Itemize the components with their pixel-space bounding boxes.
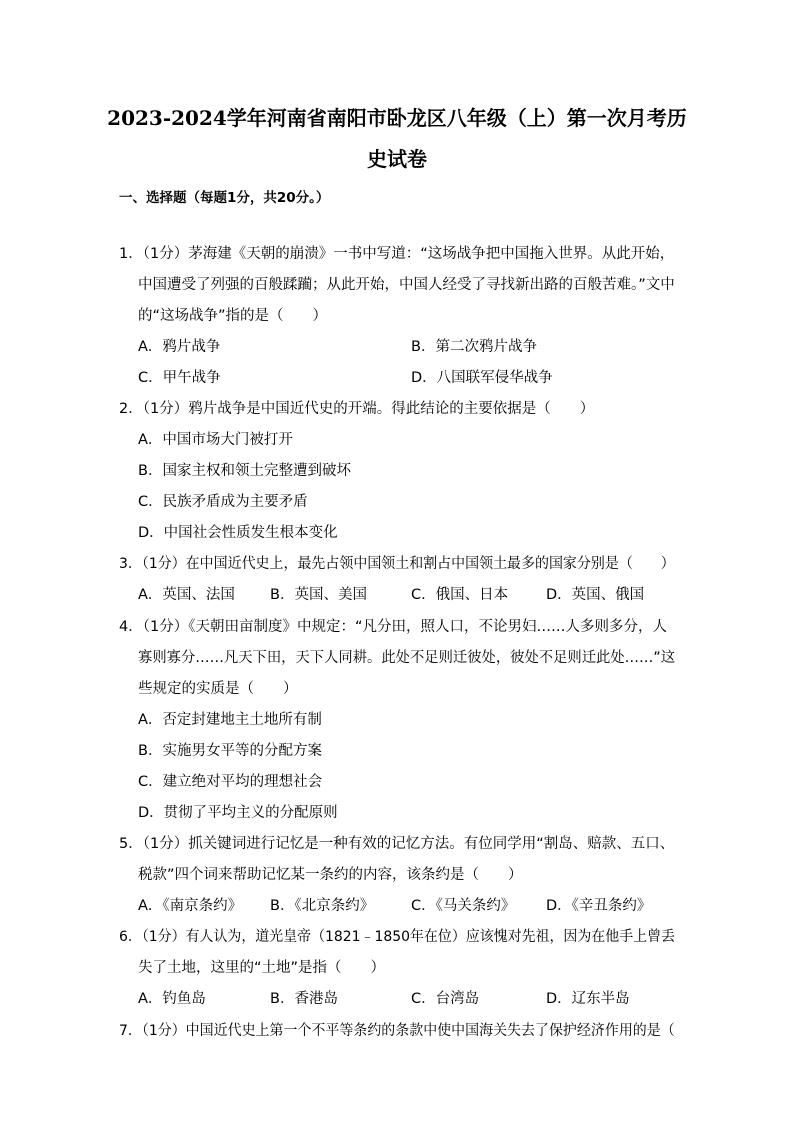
question-5-option-a: A．《南京条约》 (138, 898, 243, 914)
question-2-option-c: C．民族矛盾成为主要矛盾 (138, 494, 308, 510)
question-6-option-c: C．台湾岛 (411, 991, 480, 1007)
question-5-line-1: 5．（1分）抓关键词进行记忆是一种有效的记忆方法。有位同学用“割岛、赔款、五口、 (119, 836, 675, 852)
question-2-option-a: A．中国市场大门被打开 (138, 432, 293, 448)
question-7-line-1: 7．（1分）中国近代史上第一个不平等条约的条款中使中国海关失去了保护经济作用的是（ (119, 1023, 675, 1039)
question-4-line-2: 寡则寡分……凡天下田，天下人同耕。此处不足则迁彼处，彼处不足则迁此处……”这 (138, 650, 676, 666)
section-heading-choice: 一、选择题（每题1分，共20分。） (119, 190, 330, 206)
question-1-option-a: A．鸦片战争 (138, 339, 221, 355)
question-1-option-d: D．八国联军侵华战争 (411, 370, 553, 386)
question-1-line-2: 中国遭受了列强的百般蹂躏；从此开始，中国人经受了寻找新出路的百般苦难。”文中 (138, 277, 675, 293)
question-1-option-c: C．甲午战争 (138, 370, 221, 386)
question-4-option-c: C．建立绝对平均的理想社会 (138, 774, 323, 790)
question-4-option-b: B．实施男女平等的分配方案 (138, 743, 322, 759)
question-3-option-b: B．英国、美国 (270, 587, 367, 603)
question-1-line-1: 1．（1分）茅海建《天朝的崩溃》一书中写道：“这场战争把中国拖入世界。从此开始， (119, 246, 675, 262)
question-2-option-d: D．中国社会性质发生根本变化 (138, 525, 338, 541)
question-4-line-3: 些规定的实质是（ ） (138, 681, 298, 697)
question-5-option-c: C．《马关条约》 (411, 898, 516, 914)
question-3-option-d: D．英国、俄国 (546, 587, 645, 603)
question-3-line-1: 3．（1分）在中国近代史上，最先占领中国领土和割占中国领土最多的国家分别是（ ） (119, 556, 675, 572)
question-1-line-3: 的“这场战争”指的是（ ） (138, 308, 328, 324)
exam-title-line-1: 2023-2024学年河南省南阳市卧龙区八年级（上）第一次月考历 (107, 106, 687, 130)
question-6-line-2: 失了土地，这里的“土地”是指（ ） (138, 960, 386, 976)
question-3-option-a: A．英国、法国 (138, 587, 235, 603)
question-4-line-1: 4．（1分）《天朝田亩制度》中规定：“凡分田，照人口，不论男妇……人多则多分，人 (119, 619, 667, 635)
question-5-option-d: D．《辛丑条约》 (546, 898, 652, 914)
question-5-option-b: B．《北京条约》 (270, 898, 375, 914)
question-2-line-1: 2．（1分）鸦片战争是中国近代史的开端。得此结论的主要依据是（ ） (119, 401, 595, 417)
question-4-option-a: A．否定封建地主土地所有制 (138, 712, 322, 728)
question-6-option-d: D．辽东半岛 (546, 991, 630, 1007)
question-1-option-b: B．第二次鸦片战争 (411, 339, 537, 355)
question-6-option-a: A．钓鱼岛 (138, 991, 206, 1007)
question-6-line-1: 6．（1分）有人认为，道光皇帝（1821﹣1850年在位）应该愧对先祖，因为在他手上曾丢 (119, 929, 676, 945)
question-4-option-d: D．贯彻了平均主义的分配原则 (138, 805, 338, 821)
question-6-option-b: B．香港岛 (270, 991, 338, 1007)
exam-title-line-2: 史试卷 (367, 147, 427, 171)
question-3-option-c: C．俄国、日本 (411, 587, 509, 603)
question-2-option-b: B．国家主权和领土完整遭到破坏 (138, 463, 351, 479)
question-5-line-2: 税款”四个词来帮助记忆某一条约的内容，该条约是（ ） (138, 867, 523, 883)
